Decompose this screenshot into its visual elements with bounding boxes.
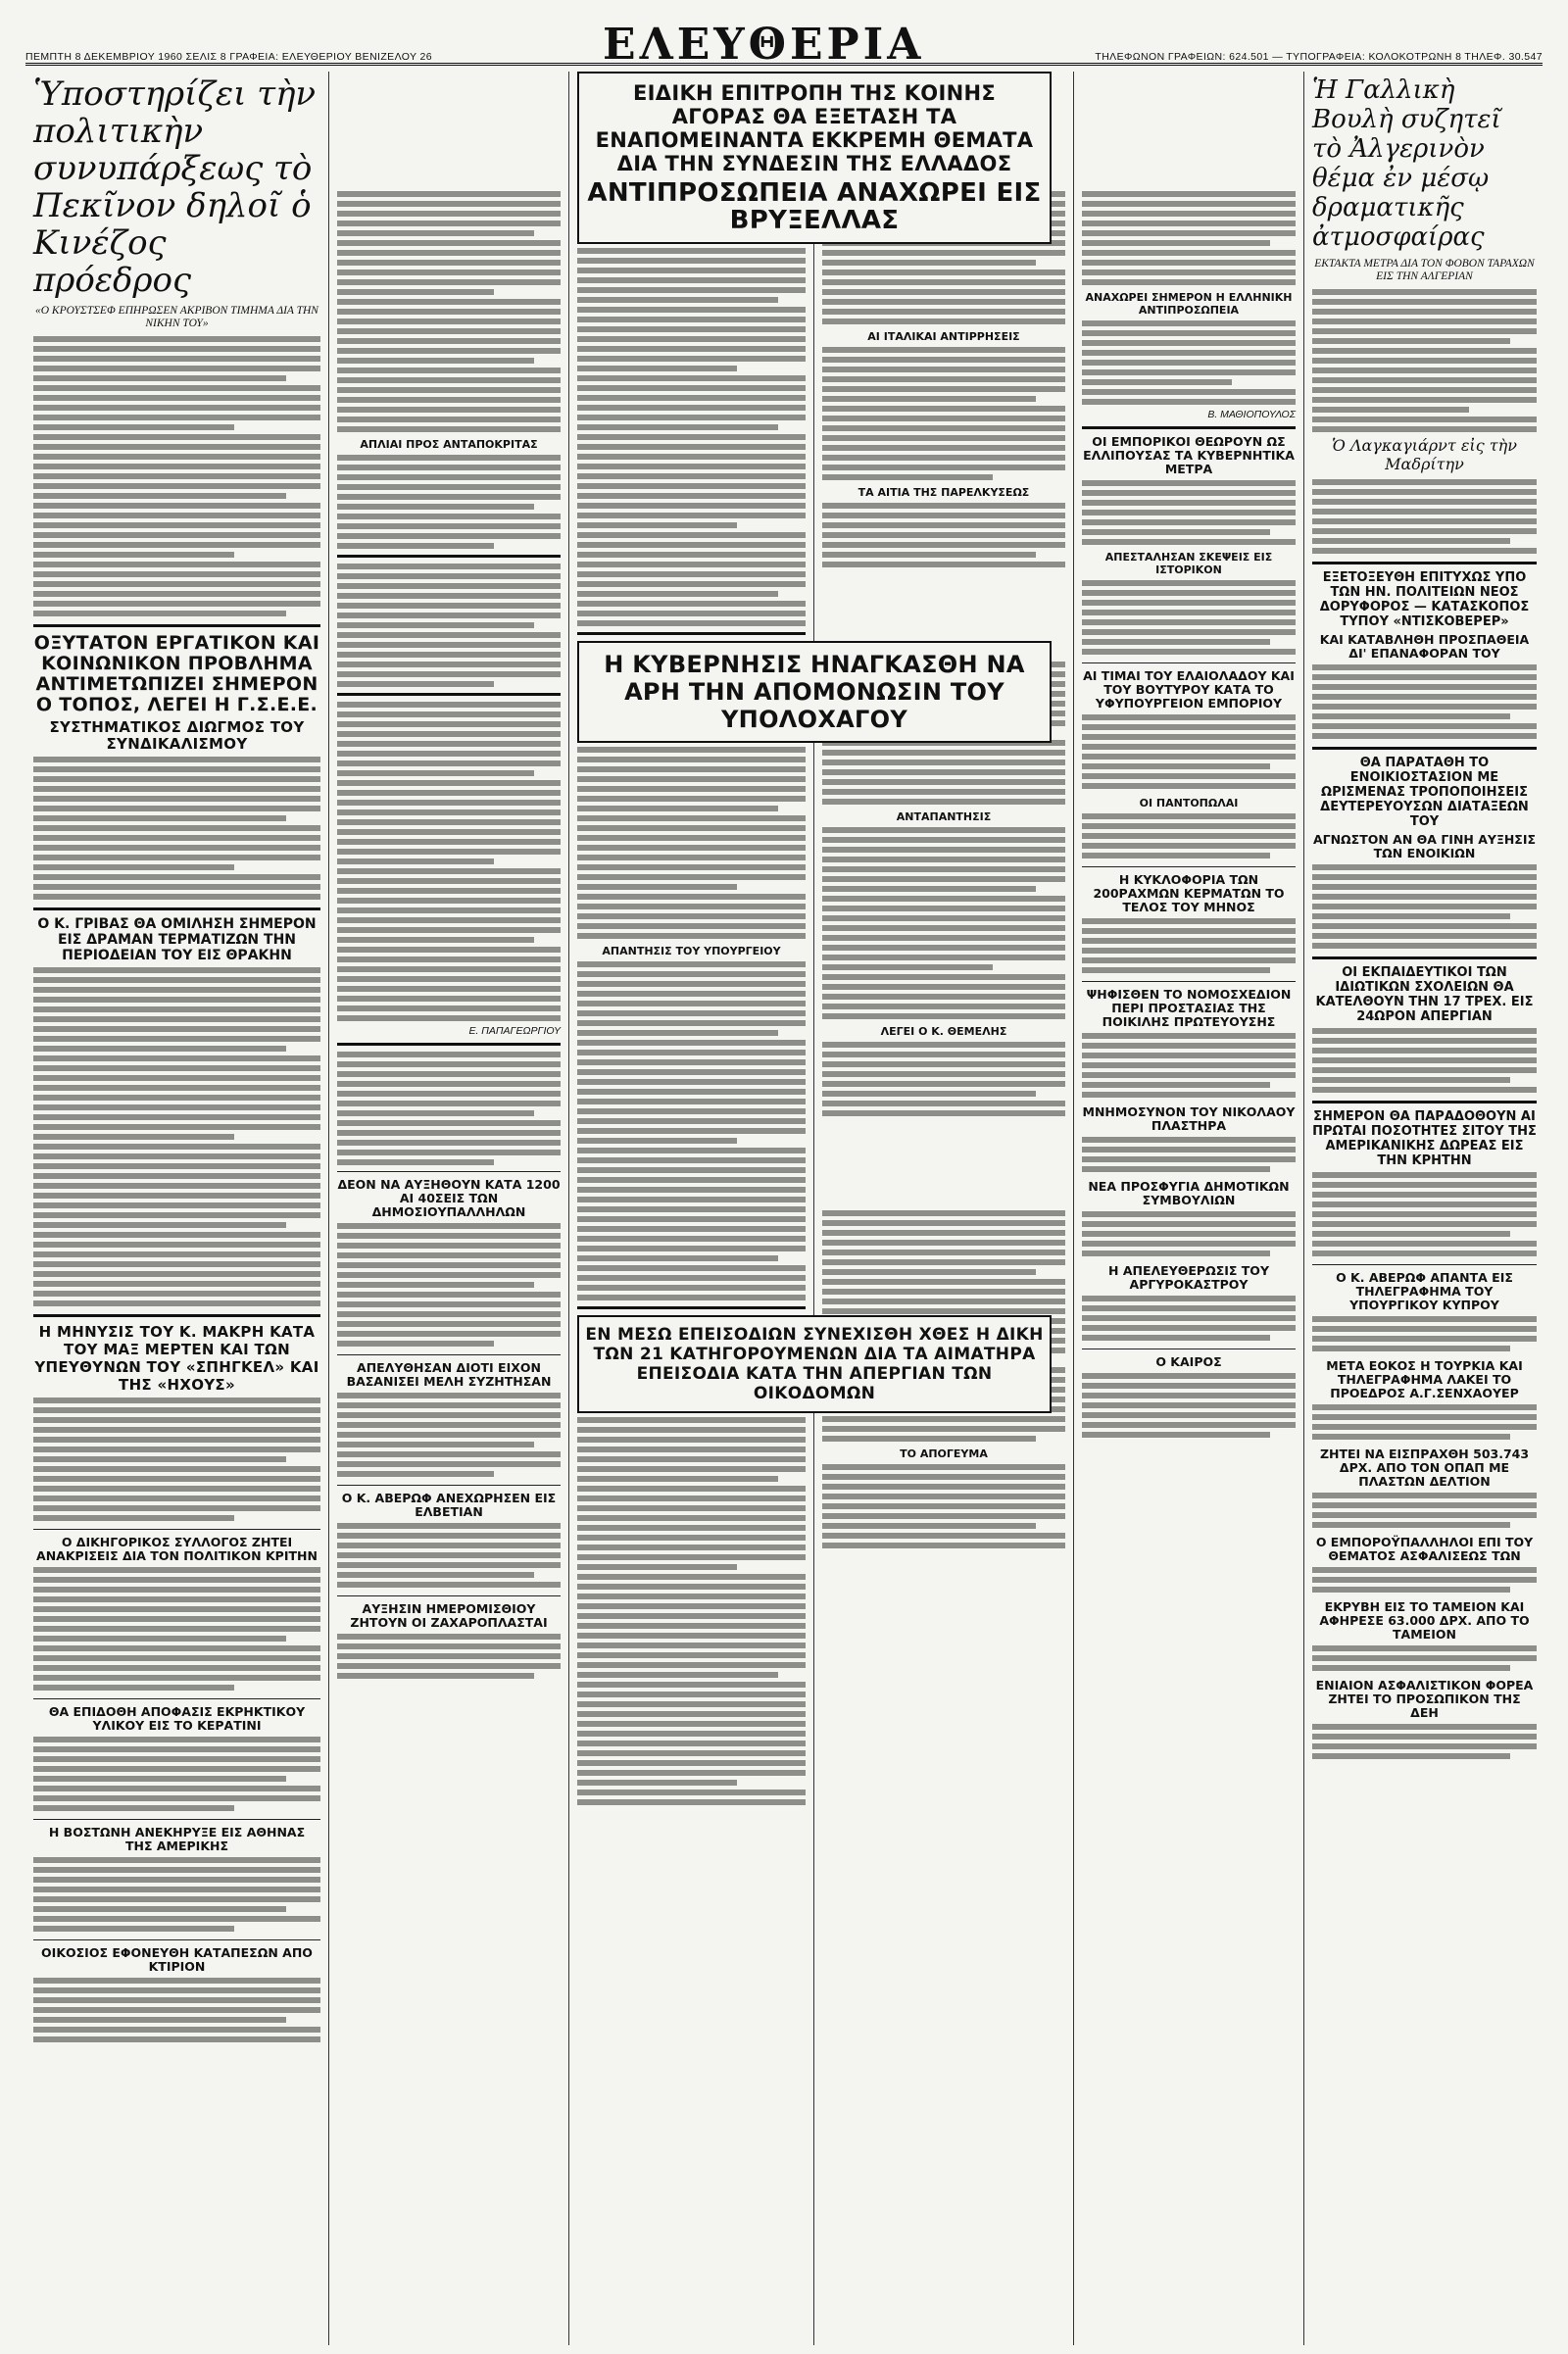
subhead-italy: ΑΠΛΙΑΙ ΠΡΟΣ ΑΝΤΑΠΟΚΡΙΤΑΣ (360, 438, 538, 451)
byline: Ε. ΠΑΠΑΓΕΩΡΓΙΟΥ (468, 1025, 561, 1037)
phones-line: ΤΗΛΕΦΩΝΟΝ ΓΡΑΦΕΙΩΝ: 624.501 — ΤΥΠΟΓΡΑΦΕΙΑ: ΚΟΛΟΚΟΤΡΩΝΗ 8 ΤΗΛΕΦ. 30.547 (1095, 51, 1543, 63)
kicker: «Ο ΚΡΟΥΣΤΣΕΦ ΕΠΗΡΩΣΕΝ ΑΚΡΙΒΟΝ ΤΙΜΗΜΑ ΔΙΑ ΤΗΝ ΝΙΚΗΝ ΤΟΥ» (35, 305, 318, 329)
headline: ΟΙ ΕΜΠΟΡΙΚΟΙ ΘΕΩΡΟΥΝ ΩΣ ΕΛΛΙΠΟΥΣΑΣ ΤΑ ΚΥΒΕΡΝΗΤΙΚΑ ΜΕΤΡΑ (1083, 434, 1295, 476)
column-2 (329, 72, 569, 2345)
headline: Ο Κ. ΑΒΕΡΩΦ ΑΝΕΧΩΡΗΣΕΝ ΕΙΣ ΕΛΒΕΤΙΑΝ (341, 1491, 557, 1519)
headline: Η ΜΗΝΥΣΙΣ ΤΟΥ Κ. ΜΑΚΡΗ ΚΑΤΑ ΤΟΥ ΜΑΞ ΜΕΡΤΕΝ ΚΑΙ ΤΩΝ ΥΠΕΥΘΥΝΩΝ ΤΟΥ «ΣΠΗΓΚΕΛ» ΚΑΙ ΤΗΣ «ΗΧΟΥΣ» (34, 1323, 319, 1394)
article-xrimata (1312, 1600, 1537, 1671)
subhead-themelis: ΛΕΓΕΙ Ο Κ. ΘΕΜΕΛΗΣ (880, 1025, 1007, 1038)
headline: ΜΝΗΜΟΣΥΝΟΝ ΤΟΥ ΝΙΚΟΛΑΟΥ ΠΛΑΣΤΗΡΑ (1082, 1104, 1296, 1133)
column-1 (25, 72, 329, 2345)
body-text (577, 248, 806, 626)
kicker: ΑΓΝΩΣΤΟΝ ΑΝ ΘΑ ΓΙΝΗ ΑΥΞΗΣΙΣ ΤΩΝ ΕΝΟΙΚΙΩΝ (1312, 832, 1537, 860)
article-rents (1312, 756, 1537, 949)
article-grivas (33, 916, 320, 1306)
kicker: ΕΚΤΑΚΤΑ ΜΕΤΡΑ ΔΙΑ ΤΟΝ ΦΟΒΟΝ ΤΑΡΑΧΩΝ ΕΙΣ ΤΗΝ ΑΛΓΕΡΙΑΝ (1314, 258, 1535, 282)
body-text (33, 1857, 320, 1932)
body-text (577, 1417, 806, 1805)
issue-date-line: ΠΕΜΠΤΗ 8 ΔΕΚΕΜΒΡΙΟΥ 1960 ΣΕΛΙΣ 8 ΓΡΑΦΕΙΑ: ΕΛΕΥΘΕΡΙΟΥ ΒΕΝΙΖΕΛΟΥ 26 (25, 51, 433, 63)
headline: ΣΗΜΕΡΟΝ ΘΑ ΠΑΡΑΔΟΘΟΥΝ ΑΙ ΠΡΩΤΑΙ ΠΟΣΟΤΗΤΕΣ ΣΙΤΟΥ ΤΗΣ ΑΜΕΡΙΚΑΝΙΚΗΣ ΔΩΡΕΑΣ ΕΙΣ ΤΗΝ ΚΡΗΤΗΝ (1312, 1109, 1537, 1168)
column-6 (1304, 72, 1544, 2345)
column-grid (25, 72, 1543, 2345)
masthead-title: ΕΛΕΥΘΕΡΙΑ (603, 20, 925, 70)
kicker: ΣΥΣΤΗΜΑΤΙΚΟΣ ΔΙΩΓΜΟΣ ΤΟΥ ΣΥΝΔΙΚΑΛΙΣΜΟΥ (49, 718, 305, 753)
body-text (577, 747, 806, 939)
body-text (33, 757, 320, 900)
kicker: ΚΑΙ ΚΑΤΑΒΛΗΘΗ ΠΡΟΣΠΑΘΕΙΑ ΔΙ' ΕΠΑΝΑΦΟΡΑΝ ΤΟΥ (1319, 632, 1530, 661)
headline: Η ΚΥΚΛΟΦΟΡΙΑ ΤΩΝ 200ΡΑΧΜΩΝ ΚΕΡΜΑΤΩΝ ΤΟ ΤΕΛΟΣ ΤΟΥ ΜΗΝΟΣ (1093, 872, 1285, 914)
body-text (337, 1393, 561, 1477)
headline: ΕΝΙΑΙΟΝ ΑΣΦΑΛΙΣΤΙΚΟΝ ΦΟΡΕΑ ΖΗΤΕΙ ΤΟ ΠΡΟΣΩΠΙΚΟΝ ΤΗΣ ΔΕΗ (1315, 1678, 1534, 1720)
subhead: Ὁ Λαγκαγιάρντ εἰς τὴν Μαδρίτην (1332, 436, 1517, 473)
article-plastiras (1082, 1105, 1296, 1172)
column-4 (814, 72, 1074, 2345)
article-keratin (33, 1705, 320, 1811)
headline: ΟΙ ΠΑΝΤΟΠΩΛΑΙ (1139, 797, 1239, 809)
headline: ΘΑ ΠΑΡΑΤΑΘΗ ΤΟ ΕΝΟΙΚΙΟΣΤΑΣΙΟΝ ΜΕ ΩΡΙΣΜΕΝΑΣ ΤΡΟΠΟΠΟΙΗΣΕΙΣ ΔΕΥΤΕΡΕΥΟΥΣΩΝ ΔΙΑΤΑΞΕΩΝ ΤΟΥ (1320, 756, 1529, 829)
headline: ΟΞΥΤΑΤΟΝ ΕΡΓΑΤΙΚΟΝ ΚΑΙ ΚΟΙΝΩΝΙΚΟΝ ΠΡΟΒΛΗΜΑ ΑΝΤΙΜΕΤΩΠΙΖΕΙ ΣΗΜΕΡΟΝ Ο ΤΟΠΟΣ, ΛΕΓΕΙ Η Γ.Σ.Ε.Ε. (33, 632, 320, 715)
article-sugar (337, 1602, 561, 1679)
body-text-grivas (337, 702, 561, 1021)
body-text (337, 1634, 561, 1679)
subhead-counterreply: ΑΝΤΑΠΑΝΤΗΣΙΣ (896, 810, 992, 823)
headline: Ο ΚΑΙΡΟΣ (1155, 1354, 1222, 1369)
article-peking (33, 75, 320, 616)
article-pantopolai (1082, 797, 1296, 858)
body-text (33, 1978, 320, 2042)
headline: ΕΙΔΙΚΗ ΕΠΙΤΡΟΠΗ ΤΗΣ ΚΟΙΝΗΣ ΑΓΟΡΑΣ ΘΑ ΕΞΕΤΑΣΗ ΤΑ ΕΝΑΠΟΜΕΙΝΑΝΤΑ ΕΚΚΡΕΜΗ ΘΕΜΑΤΑ ΔΙΑ ΤΗΝ ΣΥΝΔΕΣΙΝ ΤΗΣ ΕΛΛΑΔΟΣ (595, 81, 1034, 175)
headline: Ὑποστηρίζει τὴν πολιτικὴν συνυπάρξεως τὸ Πεκῖνον δηλοῖ ὁ Κινέζος πρόεδρος (33, 74, 317, 300)
article-labor (33, 633, 320, 900)
headline: ΑΥΞΗΣΙΝ ΗΜΕΡΟΜΙΣΘΙΟΥ ΖΗΤΟΥΝ ΟΙ ΖΑΧΑΡΟΠΛΑΣΤΑΙ (350, 1601, 548, 1630)
headline: Ο Κ. ΑΒΕΡΩΦ ΑΠΑΝΤΑ ΕΙΣ ΤΗΛΕΓΡΑΦΗΜΑ ΤΟΥ ΥΠΟΥΡΓΙΚΟΥ ΚΥΠΡΟΥ (1336, 1270, 1513, 1312)
headline: ΖΗΤΕΙ ΝΑ ΕΙΣΠΡΑΧΘΗ 503.743 ΔΡΧ. ΑΠΟ ΤΟΝ ΟΠΑΠ ΜΕ ΠΛΑΣΤΩΝ ΔΕΛΤΙΟΝ (1319, 1447, 1530, 1489)
byline-mathiopoulos: Β. ΜΑΘΙΟΠΟΥΛΟΣ (1207, 409, 1296, 420)
article-turkey (1312, 1359, 1537, 1440)
masthead-bar (25, 20, 1543, 70)
subhead-ministry: ΑΠΑΝΤΗΣΙΣ ΤΟΥ ΥΠΟΥΡΓΕΙΟΥ (602, 945, 781, 957)
kicker: ΑΝΤΙΠΡΟΣΩΠΕΙΑ ΑΝΑΧΩΡΕΙ ΕΙΣ ΒΡΥΞΕΛΛΑΣ (587, 178, 1042, 235)
article-bostonian (33, 1826, 320, 1932)
article-opap (1312, 1447, 1537, 1528)
article-crete (1312, 1109, 1537, 1256)
headline: ΑΠΕΛΥΘΗΣΑΝ ΔΙΟΤΙ ΕΙΧΟΝ ΒΑΣΑΝΙΣΕΙ ΜΕΛΗ ΣΥΖΗΤΗΣΑΝ (346, 1360, 552, 1389)
article-averof-swiss (337, 1492, 561, 1588)
headline: ΑΙ ΤΙΜΑΙ ΤΟΥ ΕΛΑΙΟΛΑΔΟΥ ΚΑΙ ΤΟΥ ΒΟΥΤΥΡΟΥ ΚΑΤΑ ΤΟ ΥΦΥΠΟΥΡΓΕΙΟΝ ΕΜΠΟΡΙΟΥ (1083, 668, 1295, 711)
article-discoverer (1312, 570, 1537, 739)
article-prices (1082, 669, 1296, 789)
subhead-delegation: ΑΝΑΧΩΡΕΙ ΣΗΜΕΡΟΝ Η ΕΛΛΗΝΙΚΗ ΑΝΤΙΠΡΟΣΩΠΕΙΑ (1085, 291, 1293, 317)
article-common-market-headline (577, 72, 1052, 244)
article-weather (1082, 1355, 1296, 1438)
headline: Ἡ Γαλλικὴ Βουλὴ συζητεῖ τὸ Ἀλγερινὸν θέμα ἐν μέσῳ δραματικῆς ἀτμοσφαίρας (1312, 75, 1501, 252)
subhead-causes: ΤΑ ΑΙΤΙΑ ΤΗΣ ΠΑΡΕΛΚΥΣΕΩΣ (858, 486, 1030, 499)
article-averof-cyprus (1312, 1271, 1537, 1351)
subhead-afternoon: ΤΟ ΑΠΟΓΕΥΜΑ (900, 1447, 988, 1460)
headline: ΜΕΤΑ ΕΟΚΟΣ Η ΤΟΥΡΚΙΑ ΚΑΙ ΤΗΛΕΓΡΑΦΗΜΑ ΛΑΚΕΙ ΤΟ ΠΡΟΕΔΡΟΣ Α.Γ.ΣΕΝΧΑΟΥΕΡ (1326, 1358, 1523, 1400)
headline: Η ΒΟΣΤΩΝΗ ΑΝΕΚΗΡΥΞΕ ΕΙΣ ΑΘΗΝΑΣ ΤΗΣ ΑΜΕΡΙΚΗΣ (48, 1825, 306, 1853)
article-dimotikon (1082, 1180, 1296, 1256)
headline: ΕΚΡΥΒΗ ΕΙΣ ΤΟ ΤΑΜΕΙΟΝ ΚΑΙ ΑΦΗΡΕΣΕ 63.000 ΔΡΧ. ΑΠΟ ΤΟ ΤΑΜΕΙΟΝ (1319, 1599, 1530, 1642)
headline: ΘΑ ΕΠΙΔΟΘΗ ΑΠΟΦΑΣΙΣ ΕΚΡΗΚΤΙΚΟΥ ΥΛΙΚΟΥ ΕΙΣ ΤΟ ΚΕΡΑΤΙΝΙ (48, 1704, 306, 1733)
article-lawyers (33, 1536, 320, 1691)
headline: ΔΕΟΝ ΝΑ ΑΥΞΗΘΟΥΝ ΚΑΤΑ 1200 ΑΙ 40ΣΕΙΣ ΤΩΝ ΔΗΜΟΣΙΟΥΠΑΛΛΗΛΩΝ (337, 1177, 561, 1219)
body-text (337, 1223, 561, 1347)
headline: Ο ΔΙΚΗΓΟΡΙΚΟΣ ΣΥΛΛΟΓΟΣ ΖΗΤΕΙ ΑΝΑΚΡΙΣΕΙΣ ΔΙΑ ΤΟΝ ΠΟΛΙΤΙΚΟΝ ΚΡΙΤΗΝ (36, 1535, 318, 1563)
body-text (33, 1737, 320, 1811)
article-kyklophoria (1082, 873, 1296, 973)
article-teachers (1312, 965, 1537, 1093)
headline: ΟΙ ΕΚΠΑΙΔΕΥΤΙΚΟΙ ΤΩΝ ΙΔΙΩΤΙΚΩΝ ΣΧΟΛΕΙΩΝ ΘΑ ΚΑΤΕΛΘΟΥΝ ΤΗΝ 17 ΤΡΕΧ. ΕΙΣ 24ΩΡΟΝ ΑΠΕΡΓΙΑΝ (1315, 965, 1534, 1024)
article-makri (33, 1323, 320, 1521)
headline: ΨΗΦΙΣΘΕΝ ΤΟ ΝΟΜΟΣΧΕΔΙΟΝ ΠΕΡΙ ΠΡΟΣΤΑΣΙΑΣ ΤΗΣ ΠΟΙΚΙΛΗΣ ΠΡΩΤΕΥΟΥΣΗΣ (1086, 987, 1292, 1029)
article-government-headline (577, 641, 1052, 743)
headline: ΝΕΑ ΠΡΟΣΦΥΓΙΑ ΔΗΜΟΤΙΚΩΝ ΣΥΜΒΟΥΛΙΩΝ (1088, 1179, 1290, 1207)
body-text-continued (337, 191, 561, 432)
body-text (33, 967, 320, 1306)
article-dei (1312, 1679, 1537, 1759)
article-algeria (1312, 75, 1537, 554)
subhead-italian-objections: ΑΙ ΙΤΑΛΙΚΑΙ ΑΝΤΙΡΡΗΣΕΙΣ (867, 330, 1020, 343)
body-text (33, 1567, 320, 1691)
body-text (33, 336, 320, 616)
article-nomoschedion (1082, 988, 1296, 1098)
headline: ΟΙΚΟΣΙΟΣ ΕΦΟΝΕΥΘΗ ΚΑΤΑΠΕΣΩΝ ΑΠΟ ΚΤΙΡΙΟΝ (41, 1945, 313, 1974)
headline: Ο ΕΜΠΟΡΟΫΠΑΛΛΗΛΟΙ ΕΠΙ ΤΟΥ ΘΕΜΑΤΟΣ ΑΣΦΑΛΙΣΕΩΣ ΤΩΝ (1315, 1535, 1534, 1563)
column-5 (1074, 72, 1304, 2345)
headline: ΕΝ ΜΕΣΩ ΕΠΕΙΣΟΔΙΩΝ ΣΥΝΕΧΙΣΘΗ ΧΘΕΣ Η ΔΙΚΗ ΤΩΝ 21 ΚΑΤΗΓΟΡΟΥΜΕΝΩΝ ΔΙΑ ΤΑ ΑΙΜΑΤΗΡΑ ΕΠΕΙΣΟΔΙΑ ΚΑΤΑ ΤΗΝ ΑΠΕΡΓΙΑΝ ΤΩΝ ΟΙΚΟΔΟΜΩΝ (585, 1325, 1044, 1403)
headline: Ο Κ. ΓΡΙΒΑΣ ΘΑ ΟΜΙΛΗΣΗ ΣΗΜΕΡΟΝ ΕΙΣ ΔΡΑΜΑΝ ΤΕΡΜΑΤΙΖΩΝ ΤΗΝ ΠΕΡΙΟΔΕΙΑΝ ΤΟΥ ΕΙΣ ΘΡΑΚΗΝ (37, 916, 317, 963)
headline: Η ΑΠΕΛΕΥΘΕΡΩΣΙΣ ΤΟΥ ΑΡΓΥΡΟΚΑΣΤΡΟΥ (1108, 1263, 1269, 1292)
body-text (33, 1398, 320, 1521)
article-refugees (33, 1946, 320, 2042)
article-cretan (1082, 435, 1296, 655)
headline: ΕΞΕΤΟΞΕΥΘΗ ΕΠΙΤΥΧΩΣ ΥΠΟ ΤΩΝ ΗΝ. ΠΟΛΙΤΕΙΩΝ ΝΕΟΣ ΔΟΡΥΦΟΡΟΣ — ΚΑΤΑΣΚΟΠΟΣ ΤΥΠΟΥ «ΝΤΙΣΚΟΒΕΡΕΡ» (1319, 570, 1530, 629)
article-trial-headline (577, 1315, 1052, 1413)
body-text (337, 1523, 561, 1588)
article-stamp (1312, 1536, 1537, 1593)
subhead: ΑΠΕΣΤΑΛΗΣΑΝ ΣΚΕΨΕΙΣ ΕΙΣ ΙΣΤΟΡΙΚΟΝ (1104, 551, 1273, 576)
headline: Η ΚΥΒΕΡΝΗΣΙΣ ΗΝΑΓΚΑΣΘΗ ΝΑ ΑΡΗ ΤΗΝ ΑΠΟΜΟΝΩΣΙΝ ΤΟΥ ΥΠΟΛΟΧΑΓΟΥ (604, 651, 1025, 733)
body-text-labor (337, 564, 561, 687)
article-vaseniks (337, 1361, 561, 1477)
article-auditors (337, 1178, 561, 1347)
article-argyrokastro (1082, 1264, 1296, 1341)
